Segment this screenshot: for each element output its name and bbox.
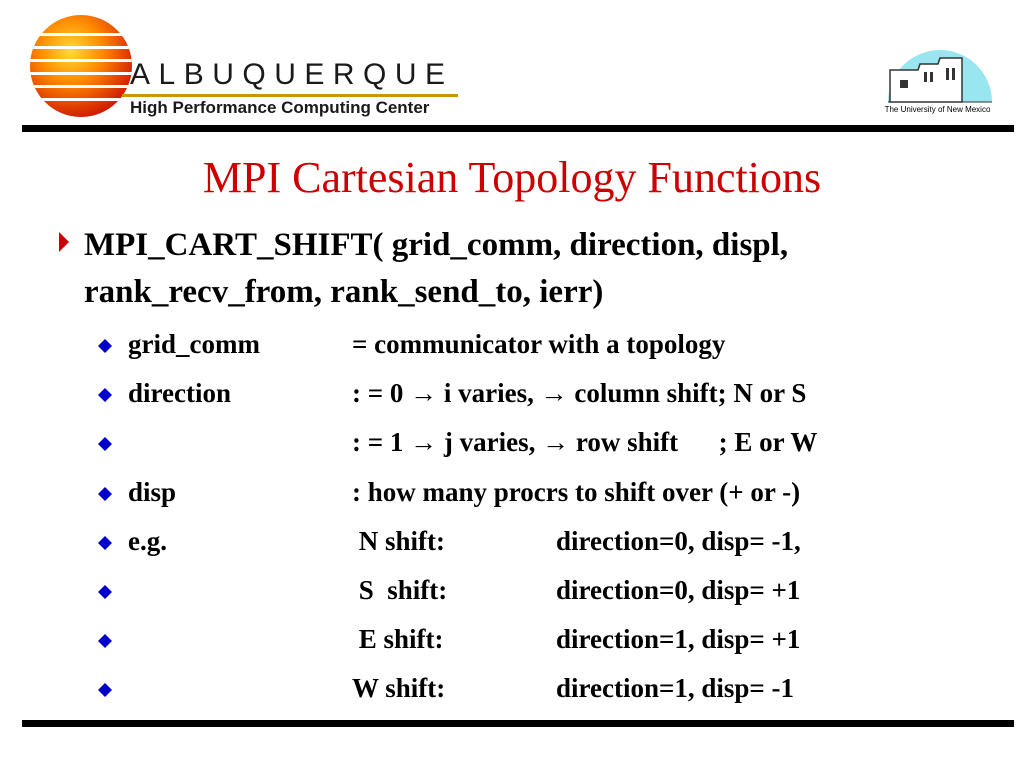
sub-bullet-desc: E shift:: [352, 624, 444, 655]
sub-bullet-desc: : how many procrs to shift over (+ or -): [352, 476, 801, 507]
sub-bullet-desc: S shift:: [352, 574, 448, 605]
sub-bullet-term: grid_comm: [128, 329, 260, 359]
diamond-bullet-icon: [98, 683, 112, 697]
diamond-bullet-icon: [98, 339, 112, 353]
main-bullet-text: [84, 222, 984, 316]
sub-bullet-desc: N shift:: [352, 525, 445, 556]
diamond-bullet-icon: [98, 487, 112, 501]
diamond-bullet-icon: [98, 634, 112, 648]
unm-building-logo-icon: [880, 30, 998, 112]
main-bullet-line2: rank_recv_from, rank_send_to, ierr): [84, 274, 604, 310]
sub-bullet-extra: direction=0, disp= +1: [556, 574, 801, 605]
striped-sun-logo-icon: [28, 13, 134, 119]
diamond-bullet-icon: [98, 388, 112, 402]
sub-bullet-desc: : = 1 → j varies, → row shift ; E or W: [352, 427, 818, 458]
university-caption: The University of New Mexico: [884, 105, 991, 114]
sub-bullet-term: direction: [128, 378, 231, 409]
diamond-bullet-icon: [98, 536, 112, 550]
slide-title: MPI Cartesian Topology Functions: [202, 153, 822, 202]
sub-bullet-term: disp: [128, 476, 177, 507]
diamond-bullet-icon: [98, 585, 112, 599]
footer-divider: [22, 720, 1014, 727]
sub-bullet-extra: direction=0, disp= -1,: [556, 525, 801, 556]
sub-bullet-extra: direction=1, disp= -1: [556, 673, 795, 704]
brand-subtitle: High Performance Computing Center: [130, 98, 430, 117]
sub-bullet-desc: : = 0 → i varies, → column shift; N or S: [352, 378, 807, 409]
brand-underline: [122, 94, 458, 97]
sub-bullet-desc: = communicator with a topology: [352, 329, 726, 359]
sub-bullet-term: e.g.: [128, 525, 167, 556]
main-bullet-line1: MPI_CART_SHIFT( grid_comm, direction, displ,: [84, 227, 789, 263]
sub-bullet-desc: W shift:: [352, 673, 446, 704]
sub-bullet-extra: direction=1, disp= +1: [556, 624, 801, 655]
triangle-bullet-icon: [58, 230, 70, 254]
diamond-bullet-icon: [98, 437, 112, 451]
brand-name: ALBUQUERQUE: [130, 58, 454, 91]
header-divider: [22, 125, 1014, 132]
